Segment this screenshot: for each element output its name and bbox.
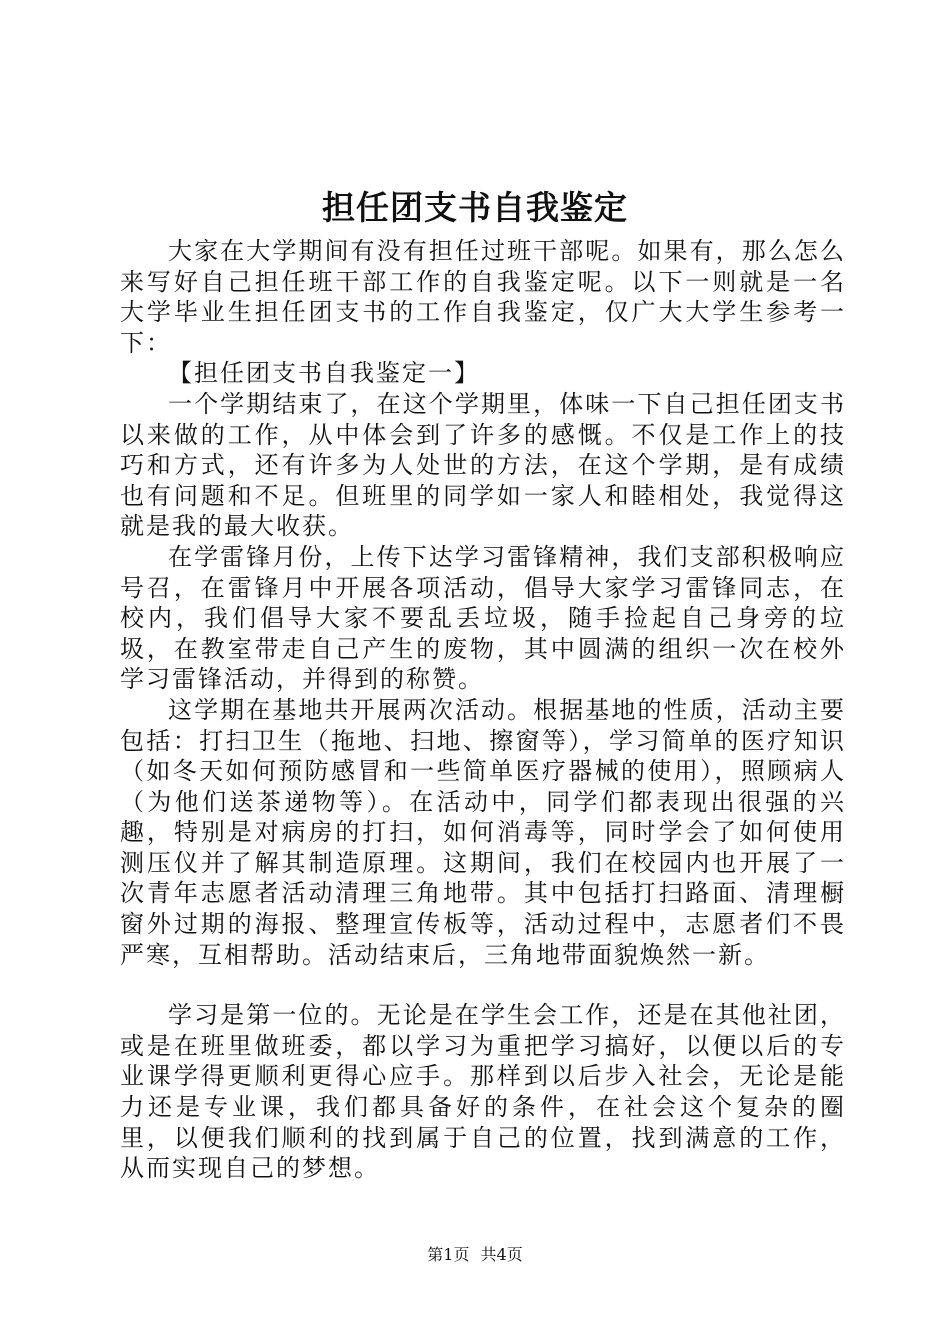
body-paragraph: 这学期在基地共开展两次活动。根据基地的性质，活动主要包括：打扫卫生（拖地、扫地、擦窗等），学习简单的医疗知识（如冬天如何预防感冒和一些简单医疗器械的使用），照顾病人（为他们送茶递物等）。在活动中，同学们都表现出很强的兴趣，特别是对病房的打扫，如何消毒等，同时学会了如何使用测压仪并了解其制造原理。这期间，我们在校园内也开展了一次青年志愿者活动清理三角地带。其中包括打扫路面、清理橱窗外过期的海报、整理宣传板等，活动过程中，志愿者们不畏严寒，互相帮助。活动结束后，三角地带面貌焕然一新。 xyxy=(120,695,846,969)
section-heading: 【担任团支书自我鉴定一】 xyxy=(168,359,480,388)
body-paragraph: 一个学期结束了，在这个学期里，体味一下自己担任团支书以来做的工作，从中体会到了许多的感慨。不仅是工作上的技巧和方式，还有许多为人处世的方法，在这个学期，是有成绩也有问题和不足。但班里的同学如一家人和睦相处，我觉得这就是我的最大收获。 xyxy=(120,389,846,541)
page-total: 共4页 xyxy=(480,1245,523,1264)
document-body xyxy=(120,236,846,1184)
body-paragraph: 在学雷锋月份，上传下达学习雷锋精神，我们支部积极响应号召，在雷锋月中开展各项活动，倡导大家学习雷锋同志，在校内，我们倡导大家不要乱丢垃圾，随手捡起自己身旁的垃圾，在教室带走自己产生的废物，其中圆满的组织一次在校外学习雷锋活动，并得到的称赞。 xyxy=(120,542,846,694)
intro-paragraph: 大家在大学期间有没有担任过班干部呢。如果有，那么怎么来写好自己担任班干部工作的自我鉴定呢。以下一则就是一名大学毕业生担任团支书的工作自我鉴定，仅广大大学生参考一下： xyxy=(120,237,846,357)
page-footer xyxy=(0,1244,950,1266)
document-title: 担任团支书自我鉴定 xyxy=(322,188,628,227)
page-number: 第1页 xyxy=(427,1245,470,1264)
body-paragraph: 学习是第一位的。无论是在学生会工作，还是在其他社团，或是在班里做班委，都以学习为重把学习搞好，以便以后的专业课学得更顺利更得心应手。那样到以后步入社会，无论是能力还是专业课，我们都具备好的条件，在社会这个复杂的圈里，以便我们顺利的找到属于自己的位置，找到满意的工作，从而实现自己的梦想。 xyxy=(120,1001,846,1183)
paragraph-gap xyxy=(120,970,846,1000)
